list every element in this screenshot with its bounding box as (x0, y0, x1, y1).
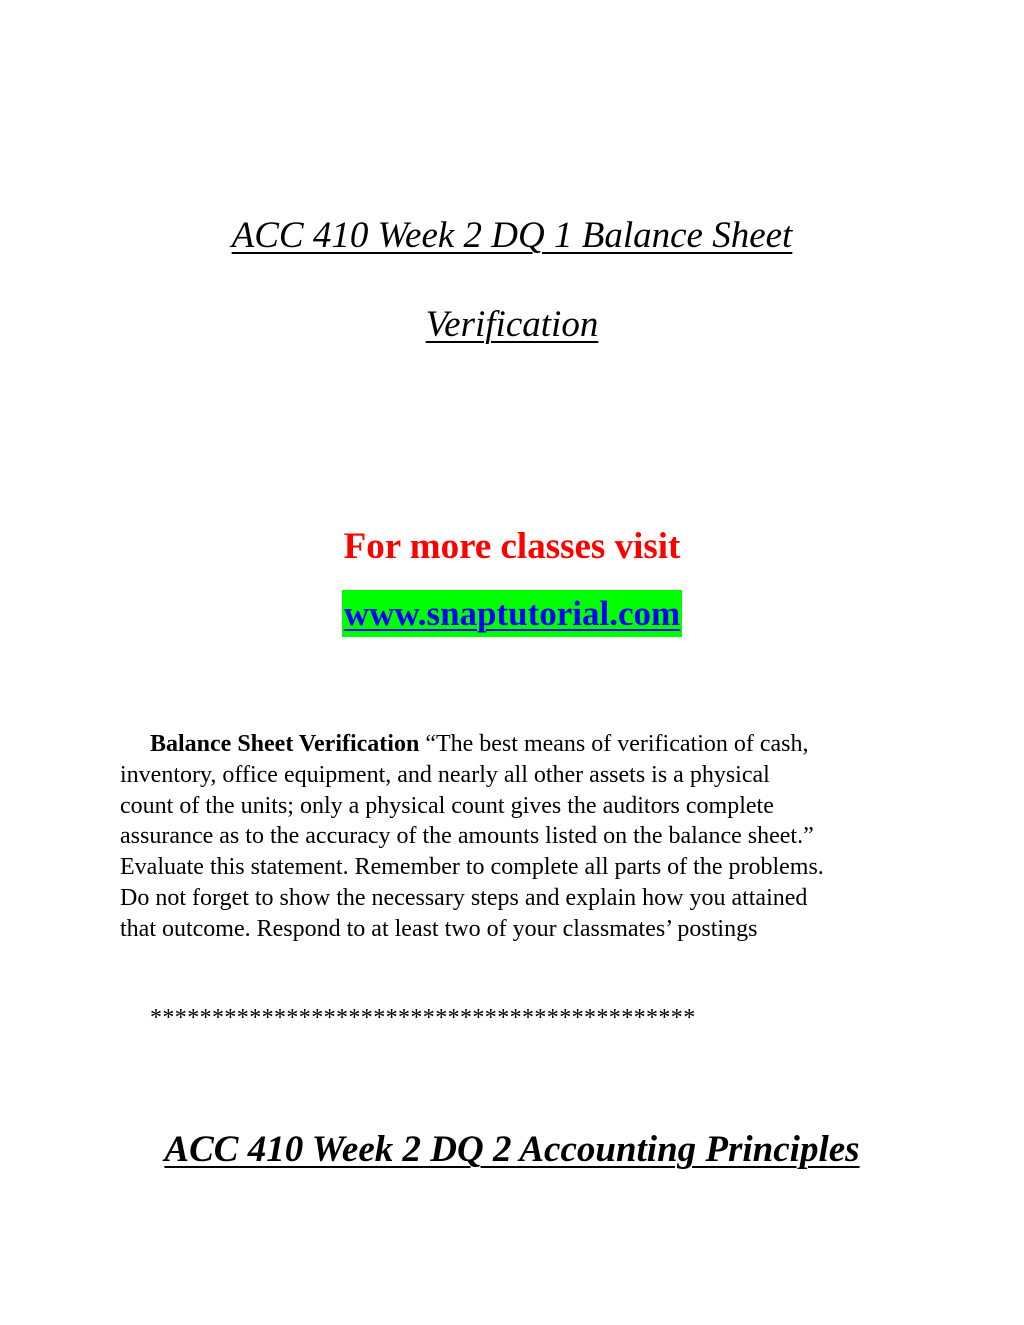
body-line: that outcome. Respond to at least two of your classmates’ postings (120, 915, 758, 942)
section-title-line2: Verification (425, 304, 599, 345)
section-title-line1: ACC 410 Week 2 DQ 1 Balance Sheet (231, 215, 793, 256)
promo-heading: For more classes visit (343, 526, 681, 567)
website-link[interactable]: www.snaptutorial.com (342, 590, 682, 637)
body-line: Do not forget to show the necessary steps and explain how you attained (120, 884, 808, 911)
body-line: Evaluate this statement. Remember to complete all parts of the problems. (120, 854, 824, 881)
body-line: inventory, office equipment, and nearly all other assets is a physical (120, 761, 770, 788)
body-line: “The best means of verification of cash, (419, 731, 809, 757)
body-line: assurance as to the accuracy of the amounts listed on the balance sheet.” (120, 823, 814, 850)
promo-link-container (0, 590, 1024, 637)
next-section-title: ACC 410 Week 2 DQ 2 Accounting Principles (164, 1129, 860, 1170)
asterisk-separator: ******************************************** (150, 1005, 696, 1031)
question-body (120, 729, 920, 945)
question-lead: Balance Sheet Verification (150, 731, 420, 757)
body-line: count of the units; only a physical count gives the auditors complete (120, 792, 774, 819)
